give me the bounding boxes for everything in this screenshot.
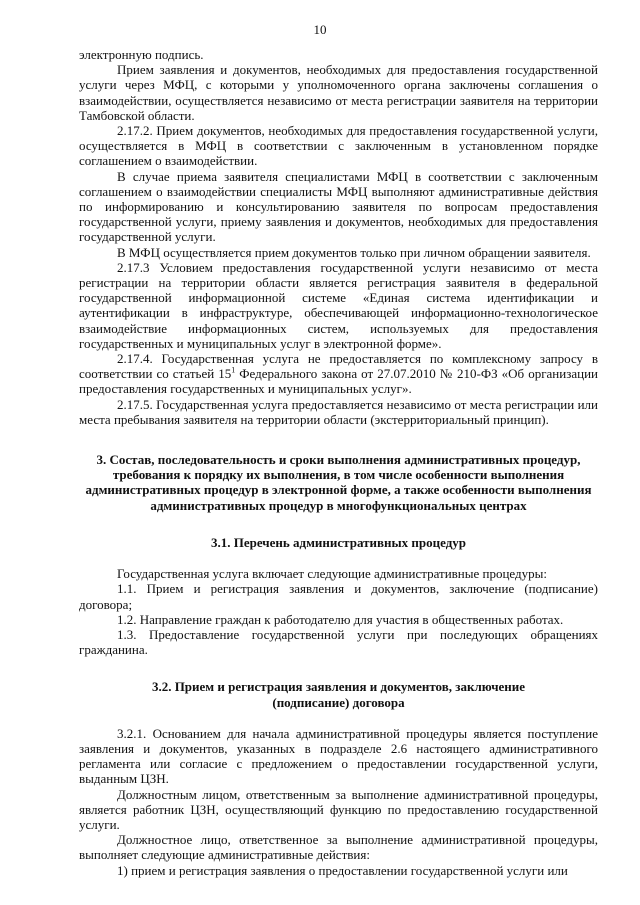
- page-number: 10: [313, 22, 327, 37]
- paragraph-2-17-4: [79, 351, 598, 397]
- paragraph-mfc-specialists: В случае приема заявителя специалистами МФЦ в соответствии с заключенным соглашением о взаимодействии специалисты МФЦ выполняют административные действия по информированию и консультированию заявителя по вопросам предоставления государственной услуги, приему заявления и документов, необходимых для предоставления государственной услуги.: [79, 168, 598, 245]
- section-3-heading: 3. Состав, последовательность и сроки выполнения административных процедур, требования к порядку их выполнения, в том числе особенности выполнения административных процедур в электронной форме, а также особенности выполнения административных процедур в многофункциональных центрах: [85, 452, 592, 513]
- list-item-1-3: 1.3. Предоставление государственной услуги при последующих обращениях гражданина.: [79, 626, 598, 658]
- list-item-action-1: 1) прием и регистрация заявления о предоставлении государственной услуги или: [117, 862, 568, 878]
- document-body: [79, 47, 598, 878]
- paragraph-2-17-5: 2.17.5. Государственная услуга предоставляется независимо от места регистрации или места пребывания заявителя на территории области (экстерриториальный принцип).: [79, 396, 598, 427]
- paragraph-3-2-1: 3.2.1. Основанием для начала административной процедуры является поступление заявления и документов, указанных в подразделе 2.6 настоящего административного регламента или согласие с предложением о предоставлении государственной услуги, выданным ЦЗН.: [79, 725, 598, 787]
- paragraph-actions-intro: Должностное лицо, ответственное за выполнение административной процедуры, выполняет следующие административные действия:: [79, 832, 598, 863]
- subsection-3-2-heading: 3.2. Прием и регистрация заявления и документов, заключение (подписание) договора: [151, 679, 526, 710]
- list-item-1-1: 1.1. Прием и регистрация заявления и документов, заключение (подписание) договора;: [79, 581, 598, 612]
- paragraph-procedures-intro: Государственная услуга включает следующие административные процедуры:: [117, 566, 547, 582]
- article-superscript: 1: [231, 365, 236, 375]
- paragraph-mfc-reception: Прием заявления и документов, необходимых для предоставления государственной услуги через МФЦ, с которыми у уполномоченного органа заключены соглашения о взаимодействии, осуществляется независимо от места регистрации заявителя на территории Тамбовской области.: [79, 62, 598, 123]
- paragraph-personal-appeal: В МФЦ осуществляется прием документов только при личном обращении заявителя.: [117, 244, 591, 260]
- paragraph-2-17-4-part1: 2.17.4. Государственная услуга не предоставляется по комплексному запросу в соответствии со статьей 15: [79, 351, 598, 382]
- paragraph-continuation: электронную подпись.: [79, 47, 204, 62]
- subsection-3-1-heading: 3.1. Перечень административных процедур: [210, 534, 467, 550]
- paragraph-2-17-2: 2.17.2. Прием документов, необходимых для предоставления государственной услуги, осуществляется в МФЦ в соответствии с заключенным в установленном порядке соглашением о взаимодействии.: [79, 123, 598, 169]
- list-item-1-2: 1.2. Направление граждан к работодателю для участия в общественных работах.: [117, 611, 564, 627]
- paragraph-responsible-person: Должностным лицом, ответственным за выполнение административной процедуры, является работник ЦЗН, осуществляющий функцию по предоставлению государственной услуги.: [79, 786, 598, 832]
- paragraph-2-17-4-part2: Федерального закона от 27.07.2010 № 210-ФЗ «Об организации предоставления государственных и муниципальных услуг».: [79, 366, 598, 397]
- paragraph-2-17-3: 2.17.3 Условием предоставления государственной услуги независимо от места регистрации на территории области является регистрация заявителя в федеральной государственной информационной системе «Единая система идентификации и аутентификации в инфраструктуре, обеспечивающей информационно-технологическое взаимодействие информационных систем, используемых для предоставления государственных и муниципальных услуг в электронной форме».: [79, 259, 598, 351]
